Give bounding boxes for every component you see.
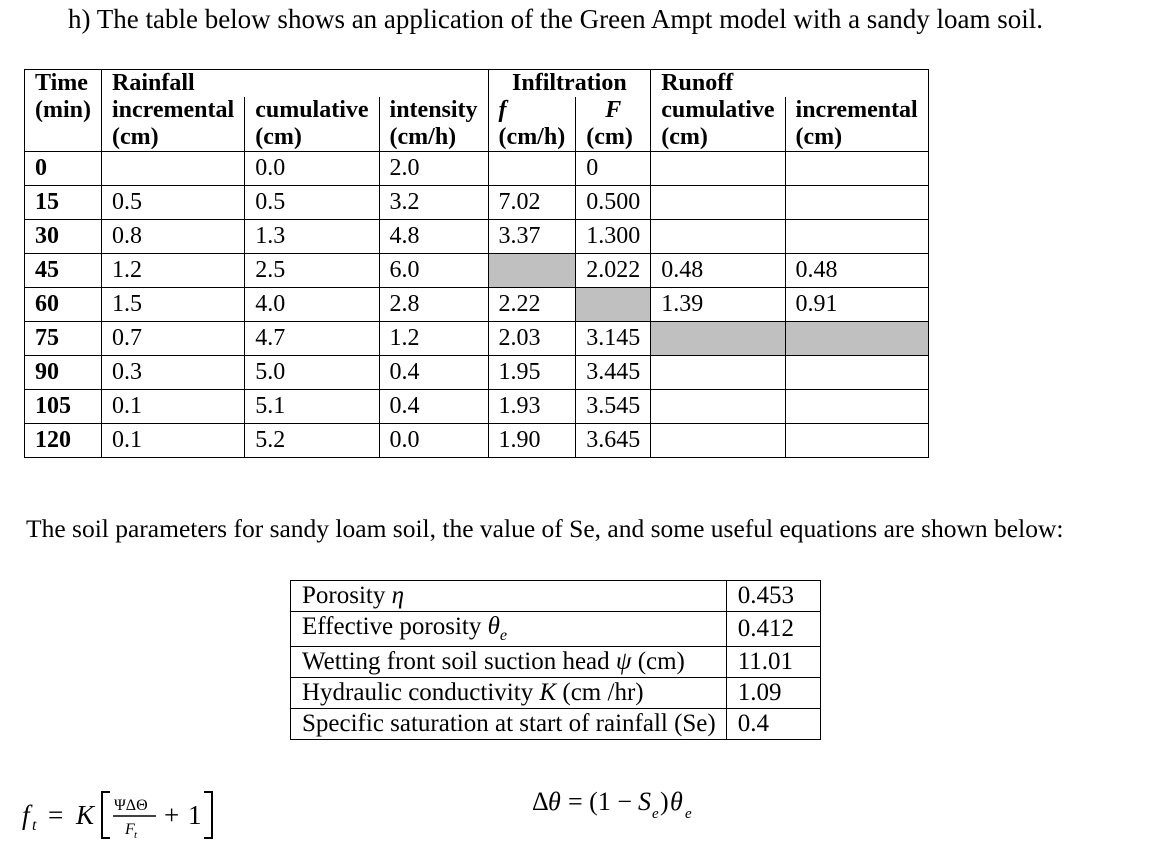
infil-f-cell-blank — [488, 253, 576, 287]
runoff-incremental-cell — [785, 355, 928, 389]
svg-text:θ: θ — [548, 787, 561, 816]
time-cell: 105 — [25, 389, 102, 423]
time-cell: 75 — [25, 321, 102, 355]
runoff-cumulative-unit: (cm) — [651, 124, 785, 151]
infil-f-cell: 2.22 — [488, 287, 576, 321]
params-intro: The soil parameters for sandy loam soil, the value of Se, and some useful equations are shown below: — [26, 514, 1064, 543]
rain-incremental-cell: 0.7 — [102, 321, 245, 355]
infil-f-header: f — [488, 97, 576, 124]
runoff-incremental-cell — [785, 185, 928, 219]
soil-params-table — [290, 580, 821, 740]
time-unit-header: (min) — [25, 97, 102, 124]
infil-F-unit: (cm) — [576, 124, 651, 151]
header-row-3 — [25, 124, 929, 151]
runoff-incremental-cell — [785, 389, 928, 423]
table-row — [25, 151, 929, 185]
rain-incremental-cell: 0.1 — [102, 423, 245, 457]
green-ampt-equation-graphic — [22, 778, 262, 848]
param-row — [291, 581, 821, 612]
rain-incremental-cell — [102, 151, 245, 185]
time-cell: 45 — [25, 253, 102, 287]
rain-cumulative-unit: (cm) — [245, 124, 379, 151]
param-value: 0.453 — [726, 581, 820, 612]
table-row — [25, 389, 929, 423]
runoff-cumulative-cell — [651, 185, 785, 219]
infil-F-cell: 3.445 — [576, 355, 651, 389]
param-value: 1.09 — [726, 677, 820, 708]
runoff-cumulative-cell — [651, 423, 785, 457]
runoff-incremental-cell: 0.91 — [785, 287, 928, 321]
rain-intensity-cell: 2.8 — [379, 287, 488, 321]
param-value: 11.01 — [726, 646, 820, 677]
rain-cumulative-cell: 4.7 — [245, 321, 379, 355]
svg-text:e: e — [652, 806, 659, 822]
infil-f-cell: 1.95 — [488, 355, 576, 389]
rain-incremental-cell: 0.3 — [102, 355, 245, 389]
infiltration-group-header: Infiltration — [488, 70, 651, 97]
rain-intensity-cell: 6.0 — [379, 253, 488, 287]
runoff-incremental-cell-blank — [785, 321, 928, 355]
svg-text:t: t — [134, 829, 138, 841]
rain-incremental-unit: (cm) — [102, 124, 245, 151]
svg-text:=: = — [48, 800, 64, 830]
param-value: 0.412 — [726, 612, 820, 647]
time-cell: 30 — [25, 219, 102, 253]
time-cell: 60 — [25, 287, 102, 321]
rain-cumulative-cell: 0.0 — [245, 151, 379, 185]
runoff-cumulative-cell: 1.39 — [651, 287, 785, 321]
svg-text:Δ: Δ — [532, 787, 549, 816]
param-label: Specific saturation at start of rainfall (Se) — [291, 708, 727, 739]
delta-theta-equation — [532, 782, 732, 832]
svg-text:t: t — [32, 817, 37, 834]
param-label: Hydraulic conductivity K (cm /hr) — [291, 677, 727, 708]
table-row — [25, 423, 929, 457]
rain-intensity-cell: 1.2 — [379, 321, 488, 355]
param-label: Effective porosity $\theta_e$ — [291, 612, 727, 647]
svg-text:K: K — [76, 800, 95, 830]
rain-incremental-cell: 0.8 — [102, 219, 245, 253]
header-row-2 — [25, 97, 929, 124]
rain-intensity-cell: 0.4 — [379, 389, 488, 423]
infil-f-cell: 1.93 — [488, 389, 576, 423]
svg-text:+: + — [164, 800, 180, 830]
header-row-1 — [25, 70, 929, 97]
svg-text:1: 1 — [188, 800, 202, 830]
param-label: Wetting front soil suction head ψ (cm) — [291, 646, 727, 677]
svg-text:e: e — [685, 806, 692, 822]
runoff-incremental-cell: 0.48 — [785, 253, 928, 287]
rain-incremental-cell: 1.2 — [102, 253, 245, 287]
runoff-incremental-cell — [785, 151, 928, 185]
svg-text:): ) — [660, 787, 669, 816]
rainfall-group-header: Rainfall — [102, 70, 489, 97]
rain-cumulative-cell: 5.2 — [245, 423, 379, 457]
table-row — [25, 253, 929, 287]
param-row — [291, 708, 821, 739]
runoff-cumulative-cell — [651, 389, 785, 423]
table-row — [25, 219, 929, 253]
infil-F-cell: 1.300 — [576, 219, 651, 253]
time-header: Time — [25, 70, 102, 97]
infil-f-cell: 3.37 — [488, 219, 576, 253]
table-row — [25, 287, 929, 321]
rain-cumulative-header: cumulative — [245, 97, 379, 124]
infil-F-header: F — [576, 97, 651, 124]
infil-f-unit: (cm/h) — [488, 124, 576, 151]
runoff-cumulative-cell — [651, 151, 785, 185]
green-ampt-equation — [22, 778, 262, 848]
rain-cumulative-cell: 5.0 — [245, 355, 379, 389]
runoff-incremental-header: incremental — [785, 97, 928, 124]
svg-text:S: S — [638, 787, 651, 816]
rain-intensity-header: intensity — [379, 97, 488, 124]
rain-cumulative-cell: 2.5 — [245, 253, 379, 287]
runoff-cumulative-cell: 0.48 — [651, 253, 785, 287]
svg-text:ΨΔΘ: ΨΔΘ — [114, 797, 148, 814]
rain-incremental-cell: 1.5 — [102, 287, 245, 321]
rain-intensity-cell: 0.4 — [379, 355, 488, 389]
time-cell: 90 — [25, 355, 102, 389]
infil-F-cell: 2.022 — [576, 253, 651, 287]
runoff-cumulative-cell-blank — [651, 321, 785, 355]
param-label: Porosity η — [291, 581, 727, 612]
infil-F-cell: 3.145 — [576, 321, 651, 355]
time-cell: 0 — [25, 151, 102, 185]
param-row — [291, 646, 821, 677]
table-row — [25, 185, 929, 219]
svg-text:F: F — [125, 821, 135, 838]
time-cell: 120 — [25, 423, 102, 457]
param-value: 0.4 — [726, 708, 820, 739]
infil-F-cell: 3.645 — [576, 423, 651, 457]
param-row — [291, 612, 821, 647]
rain-cumulative-cell: 1.3 — [245, 219, 379, 253]
param-row — [291, 677, 821, 708]
rain-incremental-header: incremental — [102, 97, 245, 124]
runoff-incremental-cell — [785, 423, 928, 457]
time-cell: 15 — [25, 185, 102, 219]
green-ampt-table — [24, 69, 929, 458]
rain-cumulative-cell: 0.5 — [245, 185, 379, 219]
rain-incremental-cell: 0.5 — [102, 185, 245, 219]
runoff-group-header: Runoff — [651, 70, 929, 97]
infil-f-cell — [488, 151, 576, 185]
infil-F-cell-blank — [576, 287, 651, 321]
infil-F-cell: 3.545 — [576, 389, 651, 423]
rain-intensity-cell: 3.2 — [379, 185, 488, 219]
infil-F-cell: 0.500 — [576, 185, 651, 219]
rain-intensity-cell: 0.0 — [379, 423, 488, 457]
infil-f-cell: 7.02 — [488, 185, 576, 219]
question-heading: h) The table below shows an application of the Green Ampt model with a sandy loam soil. — [68, 4, 1044, 34]
runoff-cumulative-header: cumulative — [651, 97, 785, 124]
delta-theta-equation-graphic — [532, 782, 732, 832]
infil-F-cell: 0 — [576, 151, 651, 185]
runoff-incremental-cell — [785, 219, 928, 253]
runoff-cumulative-cell — [651, 219, 785, 253]
infil-f-cell: 2.03 — [488, 321, 576, 355]
table-row — [25, 355, 929, 389]
svg-text:= (1 −: = (1 − — [568, 787, 632, 816]
table-row — [25, 321, 929, 355]
rain-incremental-cell: 0.1 — [102, 389, 245, 423]
rain-cumulative-cell: 4.0 — [245, 287, 379, 321]
infil-f-cell: 1.90 — [488, 423, 576, 457]
runoff-cumulative-cell — [651, 355, 785, 389]
runoff-incremental-unit: (cm) — [785, 124, 928, 151]
rain-intensity-cell: 2.0 — [379, 151, 488, 185]
rain-intensity-unit: (cm/h) — [379, 124, 488, 151]
svg-text:θ: θ — [670, 787, 683, 816]
svg-text:f: f — [22, 800, 30, 830]
rain-intensity-cell: 4.8 — [379, 219, 488, 253]
rain-cumulative-cell: 5.1 — [245, 389, 379, 423]
